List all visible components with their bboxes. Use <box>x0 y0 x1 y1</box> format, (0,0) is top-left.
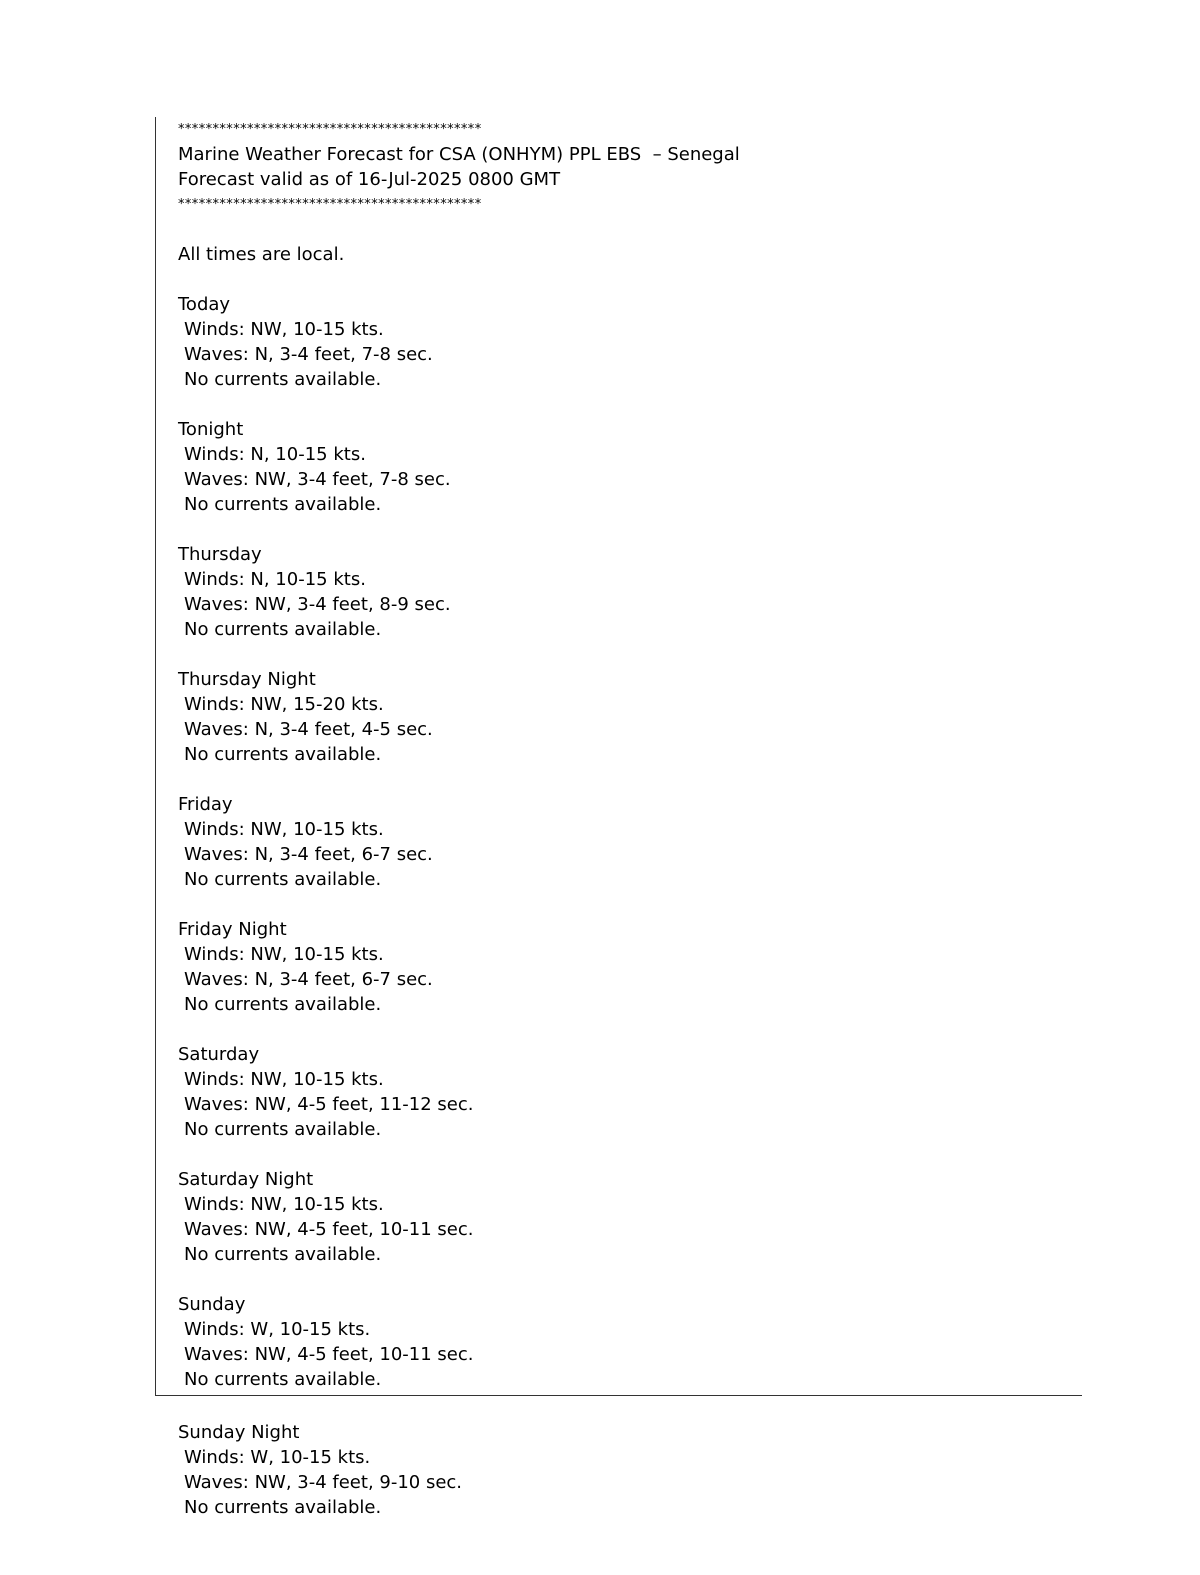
period-currents: No currents available. <box>184 869 382 890</box>
period-winds: Winds: NW, 15-20 kts. <box>184 694 384 715</box>
period-winds: Winds: NW, 10-15 kts. <box>184 319 384 340</box>
period-waves: Waves: N, 3-4 feet, 6-7 sec. <box>184 844 433 865</box>
period-sunday <box>178 1292 1058 1392</box>
period-currents: No currents available. <box>184 369 382 390</box>
period-name: Friday <box>178 794 233 815</box>
period-tonight <box>178 417 1058 517</box>
forecast-document <box>178 117 1058 1520</box>
period-winds: Winds: NW, 10-15 kts. <box>184 1194 384 1215</box>
period-name: Saturday <box>178 1044 260 1065</box>
period-waves: Waves: N, 3-4 feet, 4-5 sec. <box>184 719 433 740</box>
period-thursday-night <box>178 667 1058 767</box>
times-note: All times are local. <box>178 244 345 265</box>
period-name: Today <box>178 294 231 315</box>
period-waves: Waves: NW, 3-4 feet, 8-9 sec. <box>184 594 451 615</box>
period-winds: Winds: NW, 10-15 kts. <box>184 1069 384 1090</box>
period-currents: No currents available. <box>184 1119 382 1140</box>
period-name: Friday Night <box>178 919 287 940</box>
period-sunday-night <box>178 1420 1058 1520</box>
header-stars-bottom: ******************************************** <box>178 197 482 212</box>
period-currents: No currents available. <box>184 494 382 515</box>
frame-left-border <box>155 117 156 1396</box>
header-stars-top: ******************************************** <box>178 122 482 137</box>
period-name: Sunday Night <box>178 1422 300 1443</box>
period-name: Thursday <box>178 544 262 565</box>
period-saturday <box>178 1042 1058 1142</box>
period-currents: No currents available. <box>184 1369 382 1390</box>
period-currents: No currents available. <box>184 994 382 1015</box>
period-waves: Waves: NW, 3-4 feet, 9-10 sec. <box>184 1472 463 1493</box>
period-name: Sunday <box>178 1294 246 1315</box>
period-today <box>178 292 1058 392</box>
period-currents: No currents available. <box>184 744 382 765</box>
period-saturday-night <box>178 1167 1058 1267</box>
period-thursday <box>178 542 1058 642</box>
period-waves: Waves: N, 3-4 feet, 6-7 sec. <box>184 969 433 990</box>
period-currents: No currents available. <box>184 619 382 640</box>
period-friday-night <box>178 917 1058 1017</box>
period-winds: Winds: NW, 10-15 kts. <box>184 944 384 965</box>
period-winds: Winds: W, 10-15 kts. <box>184 1447 371 1468</box>
period-winds: Winds: NW, 10-15 kts. <box>184 819 384 840</box>
period-waves: Waves: NW, 3-4 feet, 7-8 sec. <box>184 469 451 490</box>
forecast-valid-time: Forecast valid as of 16-Jul-2025 0800 GMT <box>178 169 561 190</box>
period-name: Tonight <box>178 419 244 440</box>
period-waves: Waves: NW, 4-5 feet, 11-12 sec. <box>184 1094 474 1115</box>
period-winds: Winds: N, 10-15 kts. <box>184 569 366 590</box>
period-name: Saturday Night <box>178 1169 314 1190</box>
period-winds: Winds: N, 10-15 kts. <box>184 444 366 465</box>
period-currents: No currents available. <box>184 1497 382 1518</box>
period-waves: Waves: NW, 4-5 feet, 10-11 sec. <box>184 1344 474 1365</box>
period-friday <box>178 792 1058 892</box>
period-name: Thursday Night <box>178 669 316 690</box>
forecast-title: Marine Weather Forecast for CSA (ONHYM) PPL EBS – Senegal <box>178 144 740 165</box>
period-currents: No currents available. <box>184 1244 382 1265</box>
period-waves: Waves: NW, 4-5 feet, 10-11 sec. <box>184 1219 474 1240</box>
period-waves: Waves: N, 3-4 feet, 7-8 sec. <box>184 344 433 365</box>
period-winds: Winds: W, 10-15 kts. <box>184 1319 371 1340</box>
